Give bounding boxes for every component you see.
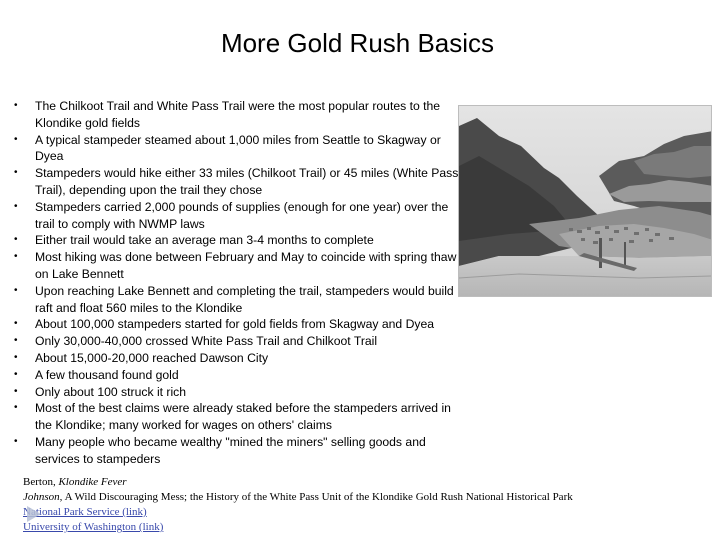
bullet-dot-icon: • xyxy=(14,284,18,296)
bullet-text: Most of the best claims were already staked before the stampeders arrived in the Klondike; many worked for wages on others' claims xyxy=(35,401,451,433)
list-item xyxy=(14,98,464,132)
play-icon[interactable] xyxy=(27,506,41,522)
national-park-service-link[interactable]: National Park Service (link) xyxy=(23,506,147,518)
reference-nps xyxy=(23,505,663,520)
list-item xyxy=(14,232,464,249)
list-item xyxy=(14,283,464,317)
page-title: More Gold Rush Basics xyxy=(220,28,495,58)
bullet-text: About 100,000 stampeders started for gold fields from Skagway and Dyea xyxy=(35,317,435,332)
list-item xyxy=(14,400,464,434)
bullet-dot-icon: • xyxy=(14,318,18,330)
list-item xyxy=(14,384,464,401)
bullet-text: A typical stampeder steamed about 1,000 miles from Seattle to Skagway or Dyea xyxy=(35,132,441,164)
list-item xyxy=(14,199,464,233)
bullet-dot-icon: • xyxy=(14,167,18,179)
reference-title: Klondike Fever xyxy=(58,476,127,488)
bullet-dot-icon: • xyxy=(14,435,18,447)
list-item xyxy=(14,333,464,350)
bullet-text: The Chilkoot Trail and White Pass Trail were the most popular routes to the Klondike gold fields xyxy=(35,99,441,130)
bullet-text: Only about 100 struck it rich xyxy=(35,384,187,399)
bullet-dot-icon: • xyxy=(14,234,18,246)
reference-title: A Wild Discouraging Mess; the History of the White Pass Unit of the Klondike Gold Rush National Historical Park xyxy=(64,491,573,503)
list-item xyxy=(14,316,464,333)
list-item xyxy=(14,165,464,199)
reference-johnson xyxy=(23,490,663,505)
bullet-dot-icon: • xyxy=(14,351,18,363)
bullet-text: Many people who became wealthy "mined the miners" selling goods and services to stampeders xyxy=(35,434,426,466)
list-item xyxy=(14,434,464,468)
reference-berton xyxy=(23,475,663,490)
bullet-text: Stampeders carried 2,000 pounds of supplies (enough for one year) over the trail to comply with NWMP laws xyxy=(35,199,449,231)
bullet-text: A few thousand found gold xyxy=(35,367,179,382)
bullet-dot-icon: • xyxy=(14,100,18,111)
list-item xyxy=(14,249,464,283)
bullet-dot-icon: • xyxy=(14,200,18,212)
bullet-dot-icon: • xyxy=(14,335,18,347)
bullet-dot-icon: • xyxy=(14,251,18,263)
bullet-text: Either trail would take an average man 3-4 months to complete xyxy=(35,233,374,248)
bullet-list xyxy=(14,98,464,468)
bullet-text: Stampeders would hike either 33 miles (Chilkoot Trail) or 45 miles (White Pass Trail), depending upon the trail they chose xyxy=(35,166,459,197)
bullet-text: Most hiking was done between February and May to coincide with spring thaw on Lake Bennett xyxy=(35,250,457,281)
list-item xyxy=(14,132,464,166)
skagway-historic-photo xyxy=(458,105,712,297)
bullet-text: About 15,000-20,000 reached Dawson City xyxy=(35,350,269,365)
bullet-dot-icon: • xyxy=(14,402,18,414)
bullet-dot-icon: • xyxy=(14,385,18,397)
reference-author: Berton, xyxy=(23,476,56,488)
bullet-text: Upon reaching Lake Bennett and completing the trail, stampeders would build raft and float 560 miles to the Klondike xyxy=(35,283,454,315)
list-item xyxy=(14,350,464,367)
reference-uw xyxy=(23,520,663,535)
bullet-dot-icon: • xyxy=(14,133,18,145)
bullet-dot-icon: • xyxy=(14,368,18,380)
references xyxy=(23,475,663,535)
university-of-washington-link[interactable]: University of Washington (link) xyxy=(23,521,164,533)
bullet-text: Only 30,000-40,000 crossed White Pass Trail and Chilkoot Trail xyxy=(35,334,378,349)
list-item xyxy=(14,367,464,384)
reference-author: Johnson, xyxy=(23,491,63,503)
